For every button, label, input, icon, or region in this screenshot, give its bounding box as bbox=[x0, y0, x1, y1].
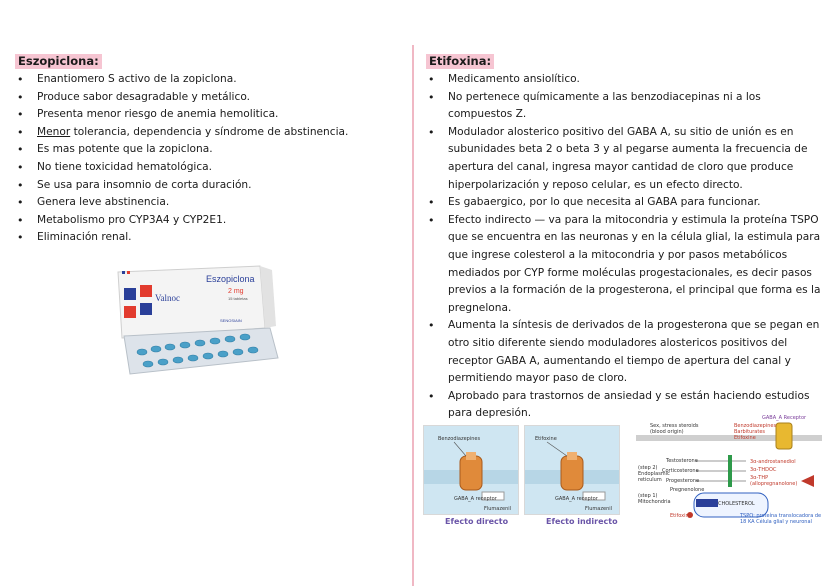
list-item: • Modulador alosterico positivo del GABA A, su sitio de unión es en subunidades beta 2 o beta 3 y al pegarse aumenta la frecuencia de apertura del canal, ingresa mayor cantidad de cloro que produce hiperpolarización y reposo celular, es un efecto directo. bbox=[448, 124, 821, 194]
pathway-mito-label: (step 1) Mitochondria bbox=[638, 493, 671, 505]
list-item: • Produce sabor desagradable y metálico. bbox=[37, 89, 395, 107]
fig1-label-receptor: GABA_A receptor bbox=[454, 496, 497, 502]
fig2-label-flumazenil: Flumazenil bbox=[585, 506, 613, 512]
list-item: • No tiene toxicidad hematológica. bbox=[37, 159, 395, 177]
list-item: • Es gabaergico, por lo que necesita al GABA para funcionar. bbox=[448, 194, 821, 212]
direct-effect-caption: Efecto directo bbox=[445, 517, 509, 526]
direct-effect-figure bbox=[423, 425, 519, 515]
list-item: • Aprobado para trastornos de ansiedad y se están haciendo estudios para depresión. bbox=[448, 388, 821, 423]
list-item: • Presenta menor riesgo de anemia hemolitica. bbox=[37, 106, 395, 124]
product-name: Eszopiclona bbox=[206, 274, 255, 284]
list-item: • Enantiomero S activo de la zopiclona. bbox=[37, 71, 395, 89]
product-dose: 2 mg bbox=[228, 288, 244, 295]
list-item: • Efecto indirecto — va para la mitocondria y estimula la proteína TSPO que se encuentra en las neuronas y en la célula glial, la estimula para que ingrese colesterol a la mitocondria y por pasos metabólicos mediados por CYP forme moléculas progestacionales, es decir pasos previos a la formación de la progesterona, el principal que forma es la pregnelona. bbox=[448, 212, 821, 318]
pathway-etifoxine: Etifoxine bbox=[670, 513, 692, 519]
pathway-thp: 3α-THP (allopregnanolone) bbox=[750, 475, 798, 487]
underlined-word: Menor bbox=[37, 125, 71, 138]
pathway-pregnenolone: Pregnenolone bbox=[670, 487, 705, 493]
pathway-androstanediol: 3α-androstanediol bbox=[750, 459, 796, 465]
list-item: • Metabolismo pro CYP3A4 y CYP2E1. bbox=[37, 212, 395, 230]
etifoxina-title: Etifoxina: bbox=[426, 54, 494, 69]
fig1-label-benzodiazepines: Benzodiazepines bbox=[438, 436, 481, 442]
fig2-label-etifoxine: Etifoxine bbox=[535, 436, 557, 442]
eszopiclona-title: Eszopiclona: bbox=[15, 54, 102, 69]
pathway-cholesterol: CHOLESTEROL bbox=[718, 501, 755, 507]
pathway-corticosterone: Corticosterone bbox=[662, 468, 699, 474]
list-item: • Eliminación renal. bbox=[37, 229, 395, 247]
pathway-steroids-label: Sex, stress steroids (blood origin) bbox=[650, 423, 699, 435]
medication-box bbox=[118, 266, 276, 338]
indirect-effect-caption: Efecto indirecto bbox=[546, 517, 618, 526]
brand-name: Valnoc bbox=[155, 293, 180, 303]
indirect-effect-figure bbox=[524, 425, 620, 515]
pathway-testosterone: Testosterone bbox=[666, 458, 698, 464]
list-item-text: tolerancia, dependencia y síndrome de abstinencia. bbox=[73, 125, 349, 138]
etifoxina-list bbox=[426, 71, 821, 423]
pathway-receptor-label: GABA_A Receptor bbox=[762, 415, 807, 421]
list-item: • No pertenece químicamente a las benzodiacepinas ni a los compuestos Z. bbox=[448, 89, 821, 124]
fig1-label-flumazenil: Flumazenil bbox=[484, 506, 512, 512]
pathway-figure bbox=[636, 415, 822, 527]
list-item: • Aumenta la síntesis de derivados de la progesterona que se pegan en otro sitio diferente siendo moduladores alostericos positivos del receptor GABA A, aumentando el tiempo de apertura del canal y permitiendo mayor paso de cloro. bbox=[448, 317, 821, 387]
list-item: • Genera leve abstinencia. bbox=[37, 194, 395, 212]
fig2-label-receptor: GABA_A receptor bbox=[555, 496, 598, 502]
pathway-progesterone: Progesterone bbox=[666, 478, 700, 484]
pathway-thdoc: 3α-THDOC bbox=[750, 467, 777, 473]
list-item: • Medicamento ansiolítico. bbox=[448, 71, 821, 89]
maker-name: SENOSIAIN bbox=[220, 318, 242, 323]
etifoxina-section bbox=[426, 50, 821, 423]
pathway-tspo-label: TSPO: proteína translocadora de 18 KA Célula glial y neuronal bbox=[740, 513, 822, 525]
eszopiclona-list bbox=[15, 71, 395, 247]
list-item: • Se usa para insomnio de corta duración. bbox=[37, 177, 395, 195]
list-item: • Es mas potente que la zopiclona. bbox=[37, 141, 395, 159]
blister-pack bbox=[124, 328, 278, 374]
column-divider bbox=[412, 45, 414, 586]
product-count: 15 tabletas bbox=[228, 296, 248, 301]
pathway-drugs-label: Benzodiazepines Barbiturates Etifoxine bbox=[734, 423, 777, 441]
list-item bbox=[37, 124, 395, 142]
pathway-er-label: (step 2) Endoplasmic reticulum bbox=[638, 465, 670, 483]
eszopiclona-section bbox=[15, 50, 395, 247]
product-photo bbox=[110, 258, 285, 383]
